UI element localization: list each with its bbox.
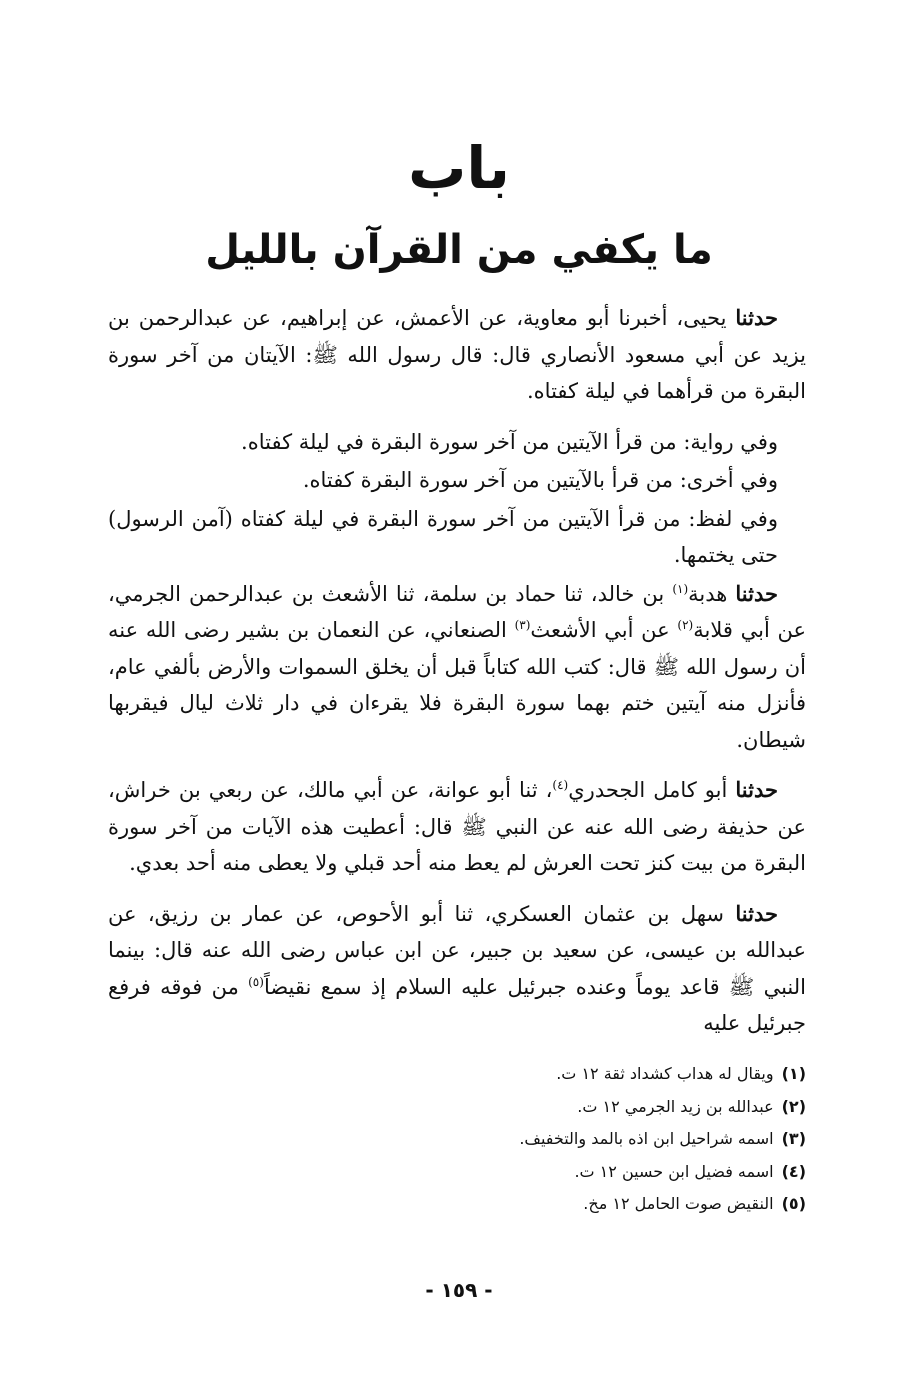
footnote-text: اسمه فضيل ابن حسين ١٢ ت. <box>574 1161 774 1181</box>
hadith-text: ، ثنا أبو عوانة، عن أبي مالك، عن ربعي بن خراش، عن حذيفة رضى الله عنه عن النبي ﷺ قال: أعطيت هذه الآيات من آخر سورة البقرة من بيت كنز تحت العرش لم يعط منه أحد قبلي ولا يعطى منه أحد بعدي. <box>108 778 806 875</box>
footnote-number: (٣) <box>781 1129 806 1148</box>
hadith-lead-word: حدثنا <box>735 777 778 802</box>
footnote-number: (٥) <box>781 1194 806 1213</box>
hadith-text: بن خالد، ثنا حماد بن سلمة، ثنا الأشعث بن عبدالرحمن الجرمي، عن أبي قلابة <box>108 581 806 642</box>
hadith-text: من فوقه فرفع جبرئيل عليه <box>108 974 806 1035</box>
hadith-text: عن أبي الأشعث <box>530 618 678 642</box>
hadith-text: هدبة <box>688 581 736 606</box>
hadith-paragraph-4 <box>108 896 806 1042</box>
hadith-lead-word: حدثنا <box>735 580 778 606</box>
footnote-number: (٢) <box>781 1096 806 1116</box>
hadith-text: يحيى، أخبرنا أبو معاوية، عن الأعمش، عن إبراهيم، عن عبدالرحمن بن يزيد عن أبي مسعود الأنصاري قال: قال رسول الله ﷺ: الآيتان من آخر سورة البقرة من قرأهما في ليلة كفتاه. <box>108 306 806 403</box>
hadith-lead-word: حدثنا <box>735 900 778 926</box>
hadith-paragraph-1 <box>108 300 806 410</box>
footnote-number: (١) <box>781 1064 806 1083</box>
chapter-label: باب <box>408 134 510 202</box>
footnote-ref-4: (٤) <box>552 778 569 792</box>
footnote-number: (٤) <box>781 1161 806 1181</box>
hadith-text: سهل بن عثمان العسكري، ثنا أبو الأحوص، عن عمار بن رزيق، عن عبدالله بن عيسى، عن سعيد بن جبير، عن ابن عباس رضى الله عنه قال: بينما النبي ﷺ قاعد يوماً وعنده جبرئيل عليه السلام إذ سمع نقيضاً <box>108 901 806 999</box>
footnotes-section <box>108 1058 806 1221</box>
footnote-ref-3: (٣) <box>514 618 531 632</box>
hadith-paragraph-2 <box>108 576 806 759</box>
footnote-text: اسمه شراحيل ابن اذه بالمد والتخفيف. <box>519 1129 774 1148</box>
chapter-title: ما يكفي من القرآن بالليل <box>205 227 713 273</box>
hadith-text: أبو كامل الجحدري <box>568 778 736 802</box>
variant-narration-1: وفي رواية: من قرأ الآيتين من آخر سورة البقرة في ليلة كفتاه. <box>241 429 778 454</box>
footnote-text: ويقال له هداب كشداد ثقة ١٢ ت. <box>556 1064 774 1083</box>
footnote-text: عبدالله بن زيد الجرمي ١٢ ت. <box>577 1096 774 1116</box>
main-text <box>108 300 806 1056</box>
footnote-1 <box>108 1058 806 1091</box>
variant-narration-3: وفي لفظ: من قرأ الآيتين من آخر سورة البقرة في ليلة كفتاه (آمن الرسول) حتى يختمها. <box>108 506 778 567</box>
variant-narration-2: وفي أخرى: من قرأ بالآيتين من آخر سورة البقرة كفتاه. <box>302 468 778 492</box>
page-number: - ١٥٩ - <box>425 1278 493 1302</box>
hadith-paragraph-3 <box>108 772 806 882</box>
hadith-text: الصنعاني، عن النعمان بن بشير رضى الله عنه أن رسول الله ﷺ قال: كتب الله كتاباً قبل أن يخلق السموات والأرض بألفي عام، فأنزل منه آيتين ختم بهما سورة البقرة فلا يقرءان في دار ثلاث ليال فيقربها شيطان. <box>108 618 806 752</box>
footnote-5 <box>108 1188 806 1221</box>
footnote-ref-5: (٥) <box>248 974 264 989</box>
footnote-ref-2: (٢) <box>677 618 694 632</box>
footnote-2 <box>108 1091 806 1124</box>
footnote-4 <box>108 1156 806 1189</box>
hadith-lead-word: حدثنا <box>735 305 778 330</box>
footnote-ref-1: (١) <box>672 581 689 596</box>
footnote-text: النقيض صوت الحامل ١٢ مخ. <box>583 1194 774 1213</box>
footnote-3 <box>108 1123 806 1156</box>
